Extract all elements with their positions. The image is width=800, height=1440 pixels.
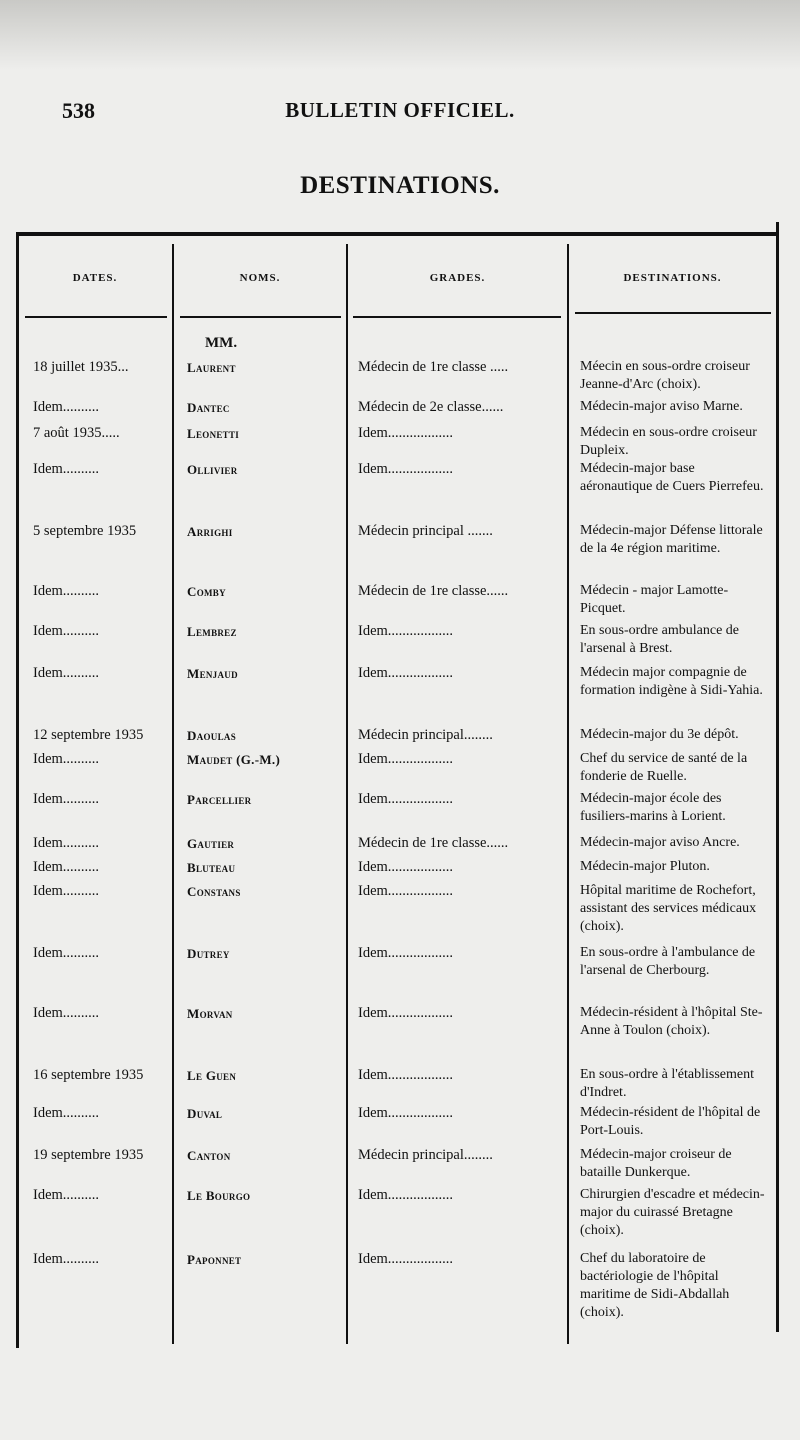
row-destination-text: Hôpital maritime de Rochefort, assistant des services médicaux (choix). bbox=[580, 883, 757, 934]
row-date bbox=[33, 1146, 173, 1165]
row-date-text: Idem.......... bbox=[33, 461, 100, 477]
row-destination bbox=[580, 1250, 770, 1322]
row-grade bbox=[358, 424, 563, 443]
row-date bbox=[33, 790, 173, 809]
row-name-text: Paponnet bbox=[187, 1252, 242, 1267]
row-name bbox=[187, 790, 345, 810]
row-destination-text: Médecin-major croiseur de bataille Dunkerque. bbox=[580, 1147, 732, 1180]
row-grade-text: Médecin de 1re classe ..... bbox=[358, 359, 509, 375]
row-name bbox=[187, 622, 345, 642]
row-date bbox=[33, 1186, 173, 1205]
column-divider bbox=[346, 244, 348, 1344]
row-date-text: Idem.......... bbox=[33, 399, 100, 415]
row-name-text: Duval bbox=[187, 1106, 223, 1121]
row-destination bbox=[580, 834, 770, 852]
row-grade-text: Idem.................. bbox=[358, 1005, 454, 1021]
row-destination bbox=[580, 424, 770, 460]
row-name bbox=[187, 1186, 345, 1206]
row-grade-text: Idem.................. bbox=[358, 883, 454, 899]
row-name bbox=[187, 858, 345, 878]
row-name bbox=[187, 1146, 345, 1166]
row-name bbox=[187, 460, 345, 480]
row-name bbox=[187, 750, 345, 770]
row-date bbox=[33, 522, 173, 541]
row-destination bbox=[580, 1004, 770, 1040]
running-head: BULLETIN OFFICIEL. bbox=[285, 98, 515, 122]
scan-shading bbox=[0, 0, 800, 70]
column-divider bbox=[567, 244, 569, 1344]
header-rule bbox=[353, 316, 561, 318]
row-destination-text: En sous-ordre à l'ambulance de l'arsenal de Cherbourg. bbox=[580, 945, 756, 978]
row-date-text: Idem.......... bbox=[33, 859, 100, 875]
row-date-text: Idem.......... bbox=[33, 1187, 100, 1203]
row-grade-text: Idem.................. bbox=[358, 945, 454, 961]
row-grade-text: Idem.................. bbox=[358, 425, 454, 441]
row-name bbox=[187, 1066, 345, 1086]
page-number: 538 bbox=[62, 98, 95, 123]
row-name bbox=[187, 944, 345, 964]
column-header-dates: DATES. bbox=[72, 272, 118, 284]
row-date-text: Idem.......... bbox=[33, 665, 100, 681]
row-grade bbox=[358, 522, 563, 541]
row-date-text: 19 septembre 1935 bbox=[33, 1147, 144, 1163]
row-grade bbox=[358, 1104, 563, 1123]
row-name bbox=[187, 358, 345, 378]
row-date-text: 5 septembre 1935 bbox=[33, 523, 137, 539]
row-date bbox=[33, 358, 173, 377]
row-destination bbox=[580, 790, 770, 826]
row-grade bbox=[358, 790, 563, 809]
row-grade bbox=[358, 750, 563, 769]
row-destination bbox=[580, 358, 770, 394]
row-date bbox=[33, 622, 173, 641]
row-name bbox=[187, 1250, 345, 1270]
row-date bbox=[33, 858, 173, 877]
row-date bbox=[33, 944, 173, 963]
row-name-text: Gautier bbox=[187, 836, 235, 851]
row-name bbox=[187, 522, 345, 542]
row-name bbox=[187, 1104, 345, 1124]
row-name-text: Le Bourgo bbox=[187, 1188, 251, 1203]
section-title: DESTINATIONS. bbox=[300, 172, 500, 199]
row-date-text: Idem.......... bbox=[33, 751, 100, 767]
row-date-text: Idem.......... bbox=[33, 1251, 100, 1267]
row-destination-text: Médecin-résident à l'hôpital Ste-Anne à Toulon (choix). bbox=[580, 1005, 763, 1038]
row-date bbox=[33, 882, 173, 901]
row-name-text: Comby bbox=[187, 584, 226, 599]
row-date bbox=[33, 424, 173, 443]
row-date-text: Idem.......... bbox=[33, 883, 100, 899]
row-grade-text: Médecin principal ....... bbox=[358, 523, 493, 539]
row-date bbox=[33, 1104, 173, 1123]
row-name-text: Dutrey bbox=[187, 946, 230, 961]
row-grade bbox=[358, 1250, 563, 1269]
row-date-text: 18 juillet 1935... bbox=[33, 359, 129, 375]
header-rule bbox=[180, 316, 341, 318]
row-grade-text: Médecin de 1re classe...... bbox=[358, 583, 509, 599]
row-name bbox=[187, 834, 345, 854]
row-destination bbox=[580, 522, 770, 558]
row-grade bbox=[358, 944, 563, 963]
row-name-text: Canton bbox=[187, 1148, 231, 1163]
row-destination bbox=[580, 1104, 770, 1140]
row-date-text: Idem.......... bbox=[33, 583, 100, 599]
column-header-noms: NOMS. bbox=[239, 272, 281, 284]
row-grade-text: Idem.................. bbox=[358, 665, 454, 681]
row-grade-text: Médecin principal........ bbox=[358, 727, 493, 743]
row-date-text: Idem.......... bbox=[33, 623, 100, 639]
row-date bbox=[33, 1250, 173, 1269]
row-grade-text: Idem.................. bbox=[358, 1067, 454, 1083]
row-grade bbox=[358, 1066, 563, 1085]
row-grade-text: Idem.................. bbox=[358, 859, 454, 875]
header-rule bbox=[25, 316, 167, 318]
row-name-text: Le Guen bbox=[187, 1068, 237, 1083]
column-header-destinations: DESTINATIONS. bbox=[623, 272, 722, 284]
row-grade bbox=[358, 1146, 563, 1165]
row-destination bbox=[580, 622, 770, 658]
row-name bbox=[187, 1004, 345, 1024]
row-grade-text: Idem.................. bbox=[358, 791, 454, 807]
row-destination bbox=[580, 1186, 770, 1240]
row-name-text: Parcellier bbox=[187, 792, 252, 807]
table-left-border bbox=[16, 232, 19, 1348]
row-name-text: Lembrez bbox=[187, 624, 237, 639]
row-grade bbox=[358, 664, 563, 683]
row-destination-text: Médecin - major Lamotte-Picquet. bbox=[580, 583, 729, 616]
row-destination bbox=[580, 1146, 770, 1182]
column-header-grades: GRADES. bbox=[429, 272, 486, 284]
row-destination-text: Médecin-major aviso Marne. bbox=[580, 399, 743, 414]
row-grade bbox=[358, 358, 563, 377]
row-destination-text: Médecin major compagnie de formation indigène à Sidi-Yahia. bbox=[580, 665, 763, 698]
row-date bbox=[33, 664, 173, 683]
row-name-text: Morvan bbox=[187, 1006, 233, 1021]
row-date bbox=[33, 460, 173, 479]
names-prefix: MM. bbox=[205, 335, 238, 351]
row-destination-text: Chef du service de santé de la fonderie de Ruelle. bbox=[580, 751, 748, 784]
row-destination-text: Médecin-major aviso Ancre. bbox=[580, 835, 740, 850]
row-destination bbox=[580, 460, 770, 496]
row-date bbox=[33, 1066, 173, 1085]
row-destination bbox=[580, 750, 770, 786]
row-name-text: Maudet (G.-M.) bbox=[187, 752, 281, 767]
row-name bbox=[187, 424, 345, 444]
row-grade-text: Idem.................. bbox=[358, 1105, 454, 1121]
row-destination-text: Chirurgien d'escadre et médecin-major du cuirassé Bretagne (choix). bbox=[580, 1187, 765, 1238]
row-grade-text: Médecin de 2e classe...... bbox=[358, 399, 504, 415]
row-name bbox=[187, 398, 345, 418]
row-destination-text: Médecin-résident de l'hôpital de Port-Louis. bbox=[580, 1105, 761, 1138]
row-grade bbox=[358, 858, 563, 877]
row-name-text: Constans bbox=[187, 884, 241, 899]
row-name-text: Arrighi bbox=[187, 524, 233, 539]
header-rule bbox=[575, 312, 771, 314]
row-date-text: Idem.......... bbox=[33, 791, 100, 807]
row-destination-text: Méecin en sous-ordre croiseur Jeanne-d'Arc (choix). bbox=[580, 359, 750, 392]
row-destination bbox=[580, 664, 770, 700]
row-destination-text: Médecin en sous-ordre croiseur Dupleix. bbox=[580, 425, 757, 458]
row-destination bbox=[580, 582, 770, 618]
row-date bbox=[33, 582, 173, 601]
row-grade bbox=[358, 726, 563, 745]
row-name-text: Leonetti bbox=[187, 426, 240, 441]
row-name-text: Dantec bbox=[187, 400, 230, 415]
row-date-text: Idem.......... bbox=[33, 1105, 100, 1121]
row-destination bbox=[580, 398, 770, 416]
row-name-text: Ollivier bbox=[187, 462, 238, 477]
row-grade bbox=[358, 834, 563, 853]
row-grade-text: Médecin de 1re classe...... bbox=[358, 835, 509, 851]
row-destination-text: Médecin-major du 3e dépôt. bbox=[580, 727, 739, 742]
row-name-text: Laurent bbox=[187, 360, 236, 375]
row-destination-text: En sous-ordre à l'établissement d'Indret. bbox=[580, 1067, 754, 1100]
row-destination bbox=[580, 1066, 770, 1102]
row-grade-text: Idem.................. bbox=[358, 623, 454, 639]
row-grade-text: Idem.................. bbox=[358, 461, 454, 477]
row-destination-text: Médecin-major Défense littorale de la 4e région maritime. bbox=[580, 523, 763, 556]
row-grade bbox=[358, 582, 563, 601]
row-date bbox=[33, 398, 173, 417]
row-destination-text: Médecin-major école des fusiliers-marins à Lorient. bbox=[580, 791, 726, 824]
row-date-text: 12 septembre 1935 bbox=[33, 727, 144, 743]
row-date bbox=[33, 726, 173, 745]
row-name bbox=[187, 582, 345, 602]
row-destination bbox=[580, 726, 770, 744]
row-grade-text: Idem.................. bbox=[358, 1251, 454, 1267]
table-right-border bbox=[776, 222, 779, 1332]
row-grade bbox=[358, 1004, 563, 1023]
row-date-text: Idem.......... bbox=[33, 835, 100, 851]
row-destination bbox=[580, 858, 770, 876]
row-grade-text: Médecin principal........ bbox=[358, 1147, 493, 1163]
row-date bbox=[33, 834, 173, 853]
row-destination-text: Chef du laboratoire de bactériologie de l'hôpital maritime de Sidi-Abdallah (choix). bbox=[580, 1251, 730, 1320]
row-grade bbox=[358, 622, 563, 641]
row-destination-text: Médecin-major Pluton. bbox=[580, 859, 710, 874]
row-grade-text: Idem.................. bbox=[358, 1187, 454, 1203]
row-grade bbox=[358, 1186, 563, 1205]
row-date-text: Idem.......... bbox=[33, 1005, 100, 1021]
row-destination bbox=[580, 882, 770, 936]
row-grade bbox=[358, 460, 563, 479]
row-destination-text: En sous-ordre ambulance de l'arsenal à Brest. bbox=[580, 623, 739, 656]
row-name bbox=[187, 664, 345, 684]
row-grade bbox=[358, 398, 563, 417]
row-destination bbox=[580, 944, 770, 980]
row-name-text: Bluteau bbox=[187, 860, 236, 875]
row-date bbox=[33, 750, 173, 769]
row-grade-text: Idem.................. bbox=[358, 751, 454, 767]
row-date bbox=[33, 1004, 173, 1023]
row-date-text: 7 août 1935..... bbox=[33, 425, 120, 441]
row-grade bbox=[358, 882, 563, 901]
row-name-text: Menjaud bbox=[187, 666, 238, 681]
row-date-text: 16 septembre 1935 bbox=[33, 1067, 144, 1083]
row-destination-text: Médecin-major base aéronautique de Cuers Pierrefeu. bbox=[580, 461, 764, 494]
row-name bbox=[187, 726, 345, 746]
row-name-text: Daoulas bbox=[187, 728, 236, 743]
row-name bbox=[187, 882, 345, 902]
row-date-text: Idem.......... bbox=[33, 945, 100, 961]
